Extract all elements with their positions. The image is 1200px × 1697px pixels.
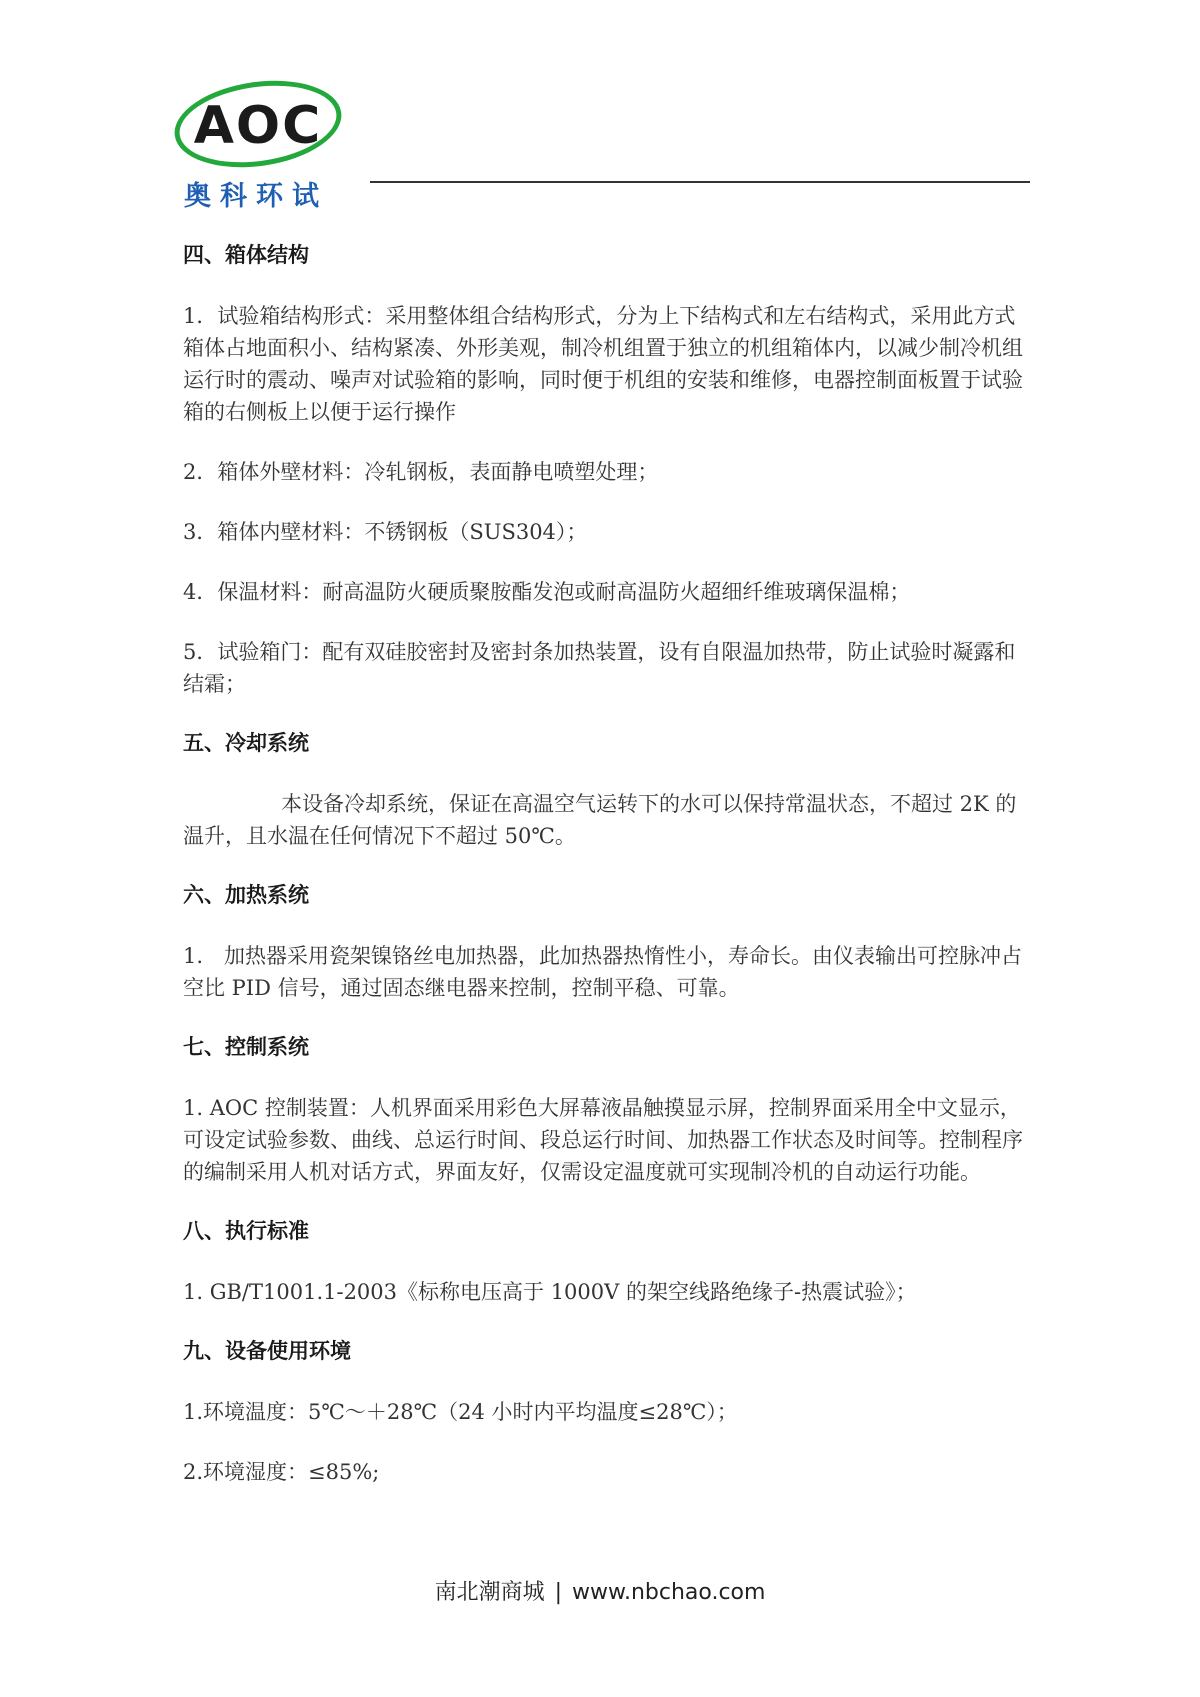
paragraph: 本设备冷却系统，保证在高温空气运转下的水可以保持常温状态，不超过 2K 的温升，且水温在任何情况下不超过 50℃。 [183,792,1017,848]
section-heading: 七、控制系统 [183,1035,309,1059]
section-heading: 八、执行标准 [183,1219,309,1243]
page-footer [0,1575,1200,1606]
paragraph: 3．箱体内壁材料：不锈钢板（SUS304）； [183,520,588,544]
footer-url[interactable]: www.nbchao.com [572,1580,766,1605]
section-heading: 四、箱体结构 [183,243,309,267]
paragraph: 5．试验箱门：配有双硅胶密封及密封条加热装置，设有自限温加热带，防止试验时凝露和结霜； [183,640,1016,696]
header-divider [370,181,1030,183]
document-body [183,240,1025,1488]
footer-site-name: 南北潮商城 [434,1580,545,1605]
logo-brand: AOC [193,96,323,156]
paragraph: 2．箱体外壁材料：冷轧钢板，表面静电喷塑处理； [183,460,659,484]
company-logo [170,78,352,212]
section-heading: 九、设备使用环境 [183,1339,351,1363]
section-heading: 五、冷却系统 [183,731,309,755]
paragraph: 4．保温材料：耐高温防火硬质聚胺酯发泡或耐高温防火超细纤维玻璃保温棉； [183,580,911,604]
paragraph: 1.环境温度：5℃～＋28℃（24 小时内平均温度≤28℃）； [183,1400,738,1424]
paragraph: 1. 加热器采用瓷架镍铬丝电加热器，此加热器热惰性小，寿命长。由仪表输出可控脉冲占空比 PID 信号，通过固态继电器来控制，控制平稳、可靠。 [183,944,1023,1000]
logo-subtitle: 奥科环试 [184,181,328,212]
paragraph: 1. AOC 控制装置：人机界面采用彩色大屏幕液晶触摸显示屏，控制界面采用全中文显示，可设定试验参数、曲线、总运行时间、段总运行时间、加热器工作状态及时间等。控制程序的编制采用人机对话方式，界面友好，仅需设定温度就可实现制冷机的自动运行功能。 [183,1096,1023,1184]
footer-separator: | [554,1580,562,1605]
paragraph: 1. GB/T1001.1-2003《标称电压高于 1000V 的架空线路绝缘子-热震试验》； [183,1280,917,1304]
section-heading: 六、加热系统 [183,883,309,907]
paragraph: 2.环境湿度：≤85%; [183,1460,380,1484]
paragraph: 1．试验箱结构形式：采用整体组合结构形式，分为上下结构式和左右结构式，采用此方式箱体占地面积小、结构紧凑、外形美观，制冷机组置于独立的机组箱体内，以减少制冷机组运行时的震动、噪声对试验箱的影响，同时便于机组的安装和维修，电器控制面板置于试验箱的右侧板上以便于运行操作 [183,304,1023,424]
